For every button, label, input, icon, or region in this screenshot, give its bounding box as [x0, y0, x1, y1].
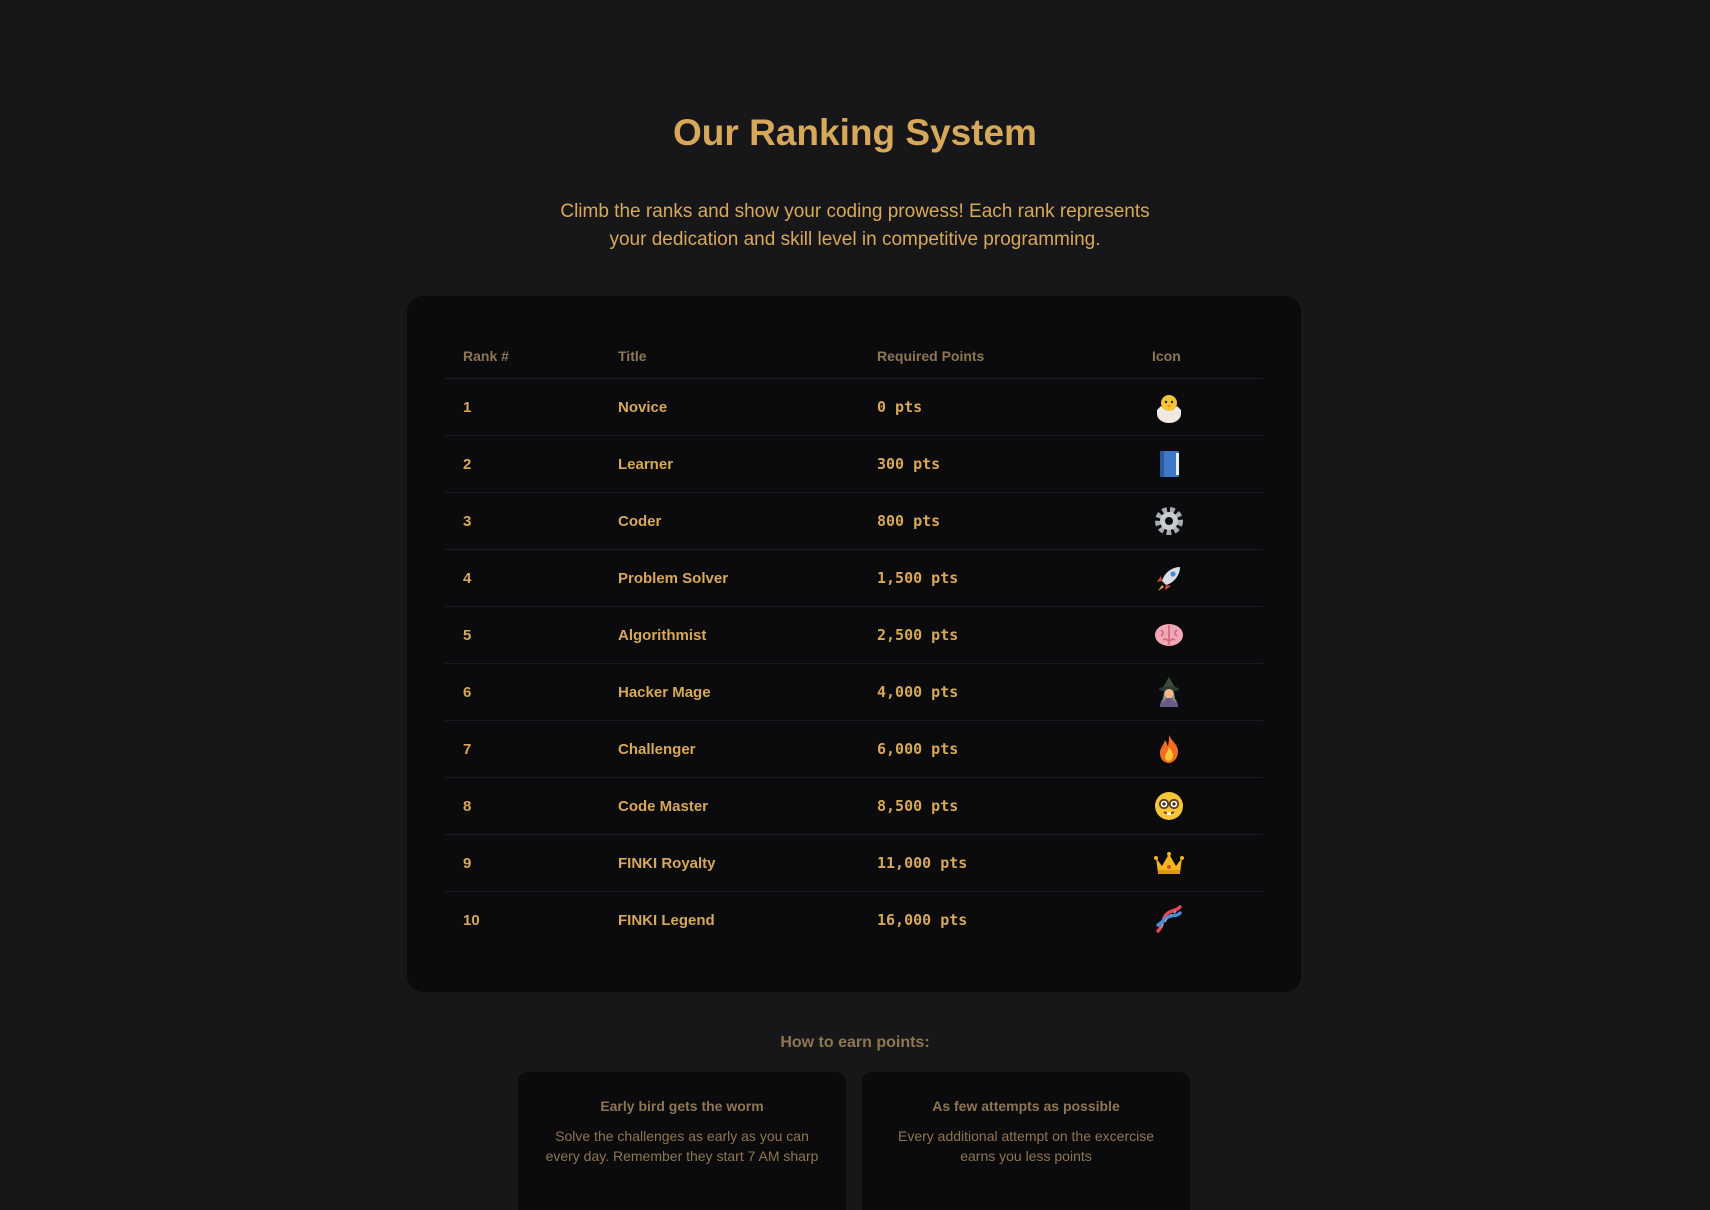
- crown-icon: [1152, 846, 1186, 880]
- rank-number: 3: [445, 493, 600, 550]
- rank-number: 1: [445, 379, 600, 436]
- rank-title: FINKI Royalty: [600, 835, 859, 892]
- hatching-chick-icon: [1152, 390, 1186, 424]
- rank-number: 10: [463, 911, 480, 929]
- rank-title: Hacker Mage: [600, 664, 859, 721]
- rank-points: 0 pts: [859, 379, 1134, 436]
- blue-book-icon: [1152, 447, 1186, 481]
- rank-title: Problem Solver: [600, 550, 859, 607]
- table-row: [445, 493, 1263, 550]
- rank-title: Coder: [600, 493, 859, 550]
- rank-points: 4,000 pts: [859, 664, 1134, 721]
- rank-number: 4: [445, 550, 600, 607]
- rank-title: Code Master: [600, 778, 859, 835]
- table-row: [445, 778, 1263, 835]
- table-row: [445, 664, 1263, 721]
- dna-icon: [1152, 903, 1186, 937]
- rank-title: FINKI Legend: [618, 911, 715, 929]
- rank-points: 300 pts: [859, 436, 1134, 493]
- column-header-points: Required Points: [859, 334, 1134, 379]
- mage-icon: [1152, 675, 1186, 709]
- table-row: [445, 721, 1263, 778]
- rank-number: 6: [445, 664, 600, 721]
- rank-points: 6,000 pts: [859, 721, 1134, 778]
- column-header-rank: Rank #: [445, 334, 600, 379]
- rank-title: Challenger: [600, 721, 859, 778]
- table-row: [445, 835, 1263, 892]
- rank-number: 2: [445, 436, 600, 493]
- rank-title: Learner: [600, 436, 859, 493]
- rank-points: 16,000 pts: [877, 911, 968, 929]
- rank-number: 9: [445, 835, 600, 892]
- ranking-card: [407, 296, 1301, 992]
- earn-tip-card: [518, 1072, 846, 1210]
- column-header-icon: Icon: [1134, 334, 1263, 379]
- rank-points: 11,000 pts: [859, 835, 1134, 892]
- rank-points: 2,500 pts: [859, 607, 1134, 664]
- page-title: Our Ranking System: [673, 112, 1037, 153]
- table-row: [445, 379, 1263, 436]
- rocket-icon: [1152, 561, 1186, 595]
- table-row: [445, 436, 1263, 493]
- column-header-title: Title: [600, 334, 859, 379]
- page-subtitle: Climb the ranks and show your coding prowess! Each rank represents your dedication and skill level in competitive programming.: [560, 201, 1150, 250]
- table-row: [445, 607, 1263, 664]
- rank-title: Novice: [600, 379, 859, 436]
- nerd-face-icon: [1152, 789, 1186, 823]
- gear-icon: [1152, 504, 1186, 538]
- earn-tip-title: Early bird gets the worm: [600, 1098, 764, 1114]
- rank-number: 8: [445, 778, 600, 835]
- earn-tip-text: Solve the challenges as early as you can every day. Remember they start 7 AM sharp: [545, 1128, 819, 1164]
- earn-tip-text: Every additional attempt on the excercise earns you less points: [897, 1128, 1155, 1164]
- fire-icon: [1152, 732, 1186, 766]
- rank-title: Algorithmist: [600, 607, 859, 664]
- rank-number: 7: [445, 721, 600, 778]
- rank-points: 8,500 pts: [859, 778, 1134, 835]
- table-header-row: [445, 334, 1263, 379]
- rank-points: 800 pts: [859, 493, 1134, 550]
- brain-icon: [1152, 618, 1186, 652]
- table-row: [445, 892, 1263, 949]
- earn-tip-card: [862, 1072, 1190, 1210]
- rank-points: 1,500 pts: [859, 550, 1134, 607]
- ranking-table: [445, 334, 1263, 948]
- table-row: [445, 550, 1263, 607]
- rank-number: 5: [445, 607, 600, 664]
- earn-points-heading: How to earn points:: [780, 1034, 930, 1051]
- earn-tip-title: As few attempts as possible: [932, 1098, 1120, 1114]
